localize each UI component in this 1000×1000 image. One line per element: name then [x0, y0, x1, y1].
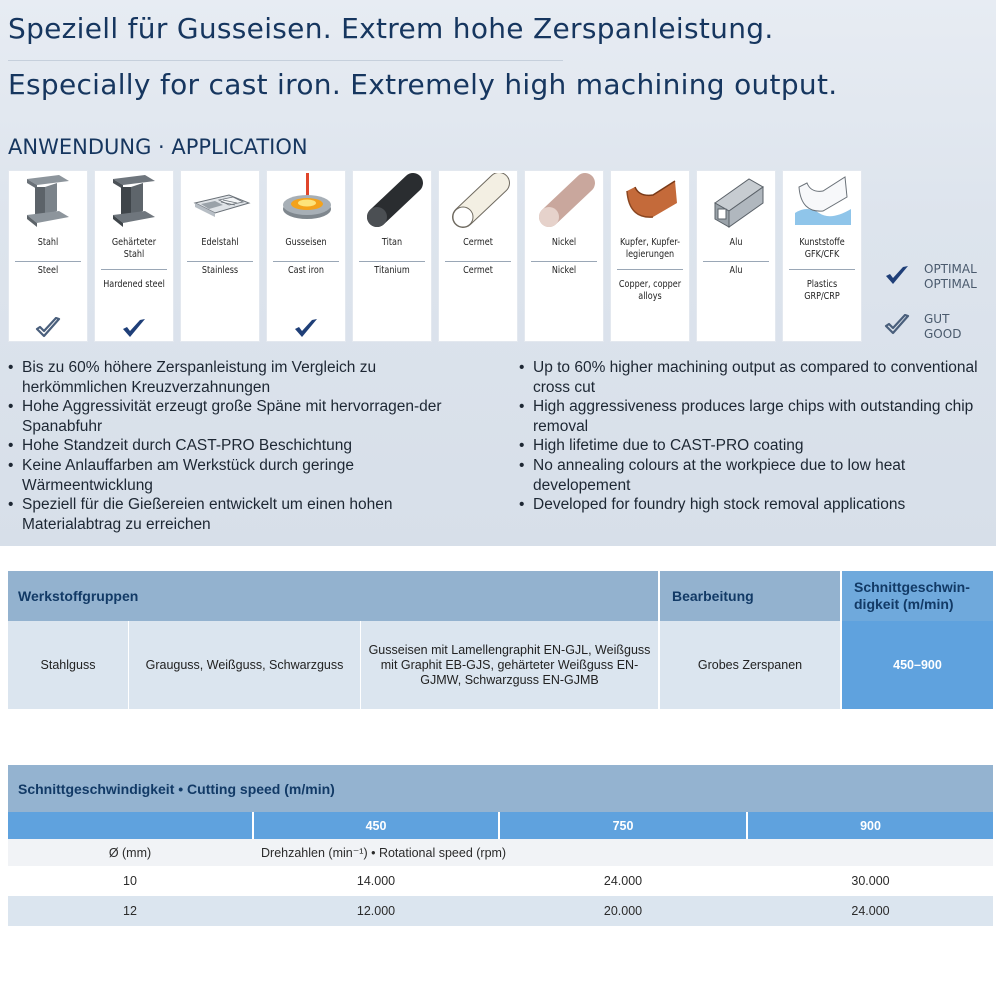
speed-450: 450 — [365, 818, 387, 833]
cell-group-cast-types: Grauguss, Weißguss, Schwarzguss — [129, 621, 360, 709]
rpm-cell: 20.000 — [603, 904, 643, 918]
material-label-en: Steel — [37, 265, 59, 276]
material-divider — [445, 261, 511, 262]
legend-good-label — [924, 312, 961, 342]
cermet-rod-icon — [447, 173, 511, 229]
check-good-icon — [35, 317, 61, 339]
list-item: • Hohe Aggressivität erzeugt große Späne mit hervorragen-der Spanabfuhr — [8, 397, 483, 436]
table-row — [8, 866, 993, 896]
material-label-en: Cermet — [463, 265, 493, 276]
material-divider — [187, 261, 253, 262]
material-label-de: Nickel — [551, 237, 577, 248]
rpm-cell: 12.000 — [356, 904, 396, 918]
list-item: • No annealing colours at the workpiece due to low heat developement — [519, 456, 994, 495]
stainless-sink-icon — [189, 173, 253, 229]
material-divider — [359, 261, 425, 262]
steel-beam-icon — [17, 173, 81, 229]
legend-good-de: GUT — [924, 312, 950, 326]
speed-750: 750 — [612, 818, 634, 833]
list-item: • Keine Anlauffarben am Werkstück durch geringe Wärmeentwicklung — [8, 456, 483, 495]
material-label-en: Nickel — [551, 265, 577, 276]
cast-iron-pour-icon — [275, 173, 339, 229]
material-label-en: Cast iron — [288, 265, 324, 276]
legend-good-en: GOOD — [924, 327, 962, 341]
table-row — [8, 896, 993, 926]
header-processing: Bearbeitung — [660, 571, 840, 621]
material-label-en: Hardened steel — [103, 279, 165, 290]
material-tile-steel — [8, 170, 88, 342]
header-material-groups: Werkstoffgruppen — [8, 571, 658, 621]
material-divider — [531, 261, 597, 262]
speed-900: 900 — [860, 818, 881, 833]
rpm-cell: 24.000 — [851, 904, 890, 918]
material-tile-cermet — [438, 170, 518, 342]
diameter-cell: 12 — [123, 904, 137, 918]
material-group-table — [8, 571, 993, 709]
material-label-en: Stainless — [201, 265, 239, 276]
cell-cutting-speed: 450–900 — [842, 621, 993, 709]
rpm-cell: 14.000 — [356, 874, 396, 888]
material-divider — [703, 261, 769, 262]
material-label-de: Gusseisen — [285, 237, 327, 248]
material-divider — [15, 261, 81, 262]
material-tile-cast-iron — [266, 170, 346, 342]
titanium-rod-icon — [361, 173, 425, 229]
material-label-de: Kunststoffe GFK/CFK — [799, 237, 845, 260]
material-tile-copper — [610, 170, 690, 342]
material-label-de: Stahl — [37, 237, 59, 248]
headline-german: Speziell für Gusseisen. Extrem hohe Zerspanleistung. — [8, 12, 774, 45]
copper-gutter-icon — [619, 173, 683, 229]
material-tile-hardened-steel — [94, 170, 174, 342]
cutting-speed-table — [8, 765, 993, 926]
nickel-rod-icon — [533, 173, 597, 229]
list-item: • Hohe Standzeit durch CAST-PRO Beschichtung — [8, 436, 483, 456]
hardened-steel-beam-icon — [103, 173, 167, 229]
diameter-label: Ø (mm) — [108, 845, 152, 860]
list-item: • High aggressiveness produces large chips with outstanding chip removal — [519, 397, 994, 436]
material-label-de: Gehärteter Stahl — [111, 237, 157, 260]
aluminium-profile-icon — [705, 173, 769, 229]
material-tile-nickel — [524, 170, 604, 342]
material-label-en: Titanium — [374, 265, 410, 276]
table-title: Schnittgeschwindigkeit • Cutting speed (m/min) — [8, 765, 993, 812]
check-optimal-icon — [121, 317, 147, 339]
material-label-de: Cermet — [463, 237, 493, 248]
material-tile-plastics — [782, 170, 862, 342]
material-divider — [273, 261, 339, 262]
check-optimal-icon — [884, 264, 910, 286]
material-label-en: Alu — [729, 265, 743, 276]
cell-group-steel-casting: Stahlguss — [8, 621, 128, 709]
application-section-title: ANWENDUNG · APPLICATION — [8, 135, 308, 159]
rpm-label: Drehzahlen (min⁻¹) • Rotational speed (rpm) — [261, 846, 507, 860]
headline-divider — [8, 60, 563, 61]
material-tile-titanium — [352, 170, 432, 342]
header-cutting-speed: Schnittgeschwin-digkeit (m/min) — [842, 571, 993, 621]
legend-optimal-en: OPTIMAL — [924, 277, 977, 291]
cell-group-cast-iron-grades: Gusseisen mit Lamellengraphit EN-GJL, Weißguss mit Graphit EB-GJS, gehärteter Weißguss EN-GJMW, Schwarzguss EN-GJMB — [361, 621, 658, 709]
material-label-en: Plastics GRP/CRP — [804, 279, 840, 302]
material-label-de: Titan — [381, 237, 403, 248]
material-tile-stainless — [180, 170, 260, 342]
headline-english: Especially for cast iron. Extremely high machining output. — [8, 68, 838, 101]
list-item: • Bis zu 60% höhere Zerspanleistung im Vergleich zu herkömmlichen Kreuzverzahnungen — [8, 358, 483, 397]
material-divider — [617, 269, 683, 270]
rpm-cell: 30.000 — [851, 874, 890, 888]
material-label-en: Copper, copper alloys — [618, 279, 682, 302]
legend-optimal-de: OPTIMAL — [924, 262, 977, 276]
list-item: • Developed for foundry high stock removal applications — [519, 495, 994, 515]
feature-list-english — [519, 358, 994, 515]
material-divider — [789, 269, 855, 270]
plastic-gutter-icon — [791, 173, 855, 229]
cell-processing: Grobes Zerspanen — [660, 621, 840, 709]
material-label-de: Edelstahl — [201, 237, 239, 248]
material-divider — [101, 269, 167, 270]
speed-header-row — [8, 812, 993, 839]
list-item: • Up to 60% higher machining output as compared to conventional cross cut — [519, 358, 994, 397]
units-row — [8, 839, 993, 866]
material-label-de: Kupfer, Kupfer-legierungen — [619, 237, 681, 260]
check-good-icon — [884, 314, 910, 336]
check-optimal-icon — [293, 317, 319, 339]
material-label-de: Alu — [729, 237, 743, 248]
diameter-cell: 10 — [123, 874, 137, 888]
feature-list-german — [8, 358, 483, 534]
list-item: • High lifetime due to CAST-PRO coating — [519, 436, 994, 456]
list-item: • Speziell für die Gießereien entwickelt um einen hohen Materialabtrag zu erreichen — [8, 495, 483, 534]
legend-optimal-label — [924, 262, 977, 292]
material-tile-aluminium — [696, 170, 776, 342]
rpm-cell: 24.000 — [603, 874, 643, 888]
